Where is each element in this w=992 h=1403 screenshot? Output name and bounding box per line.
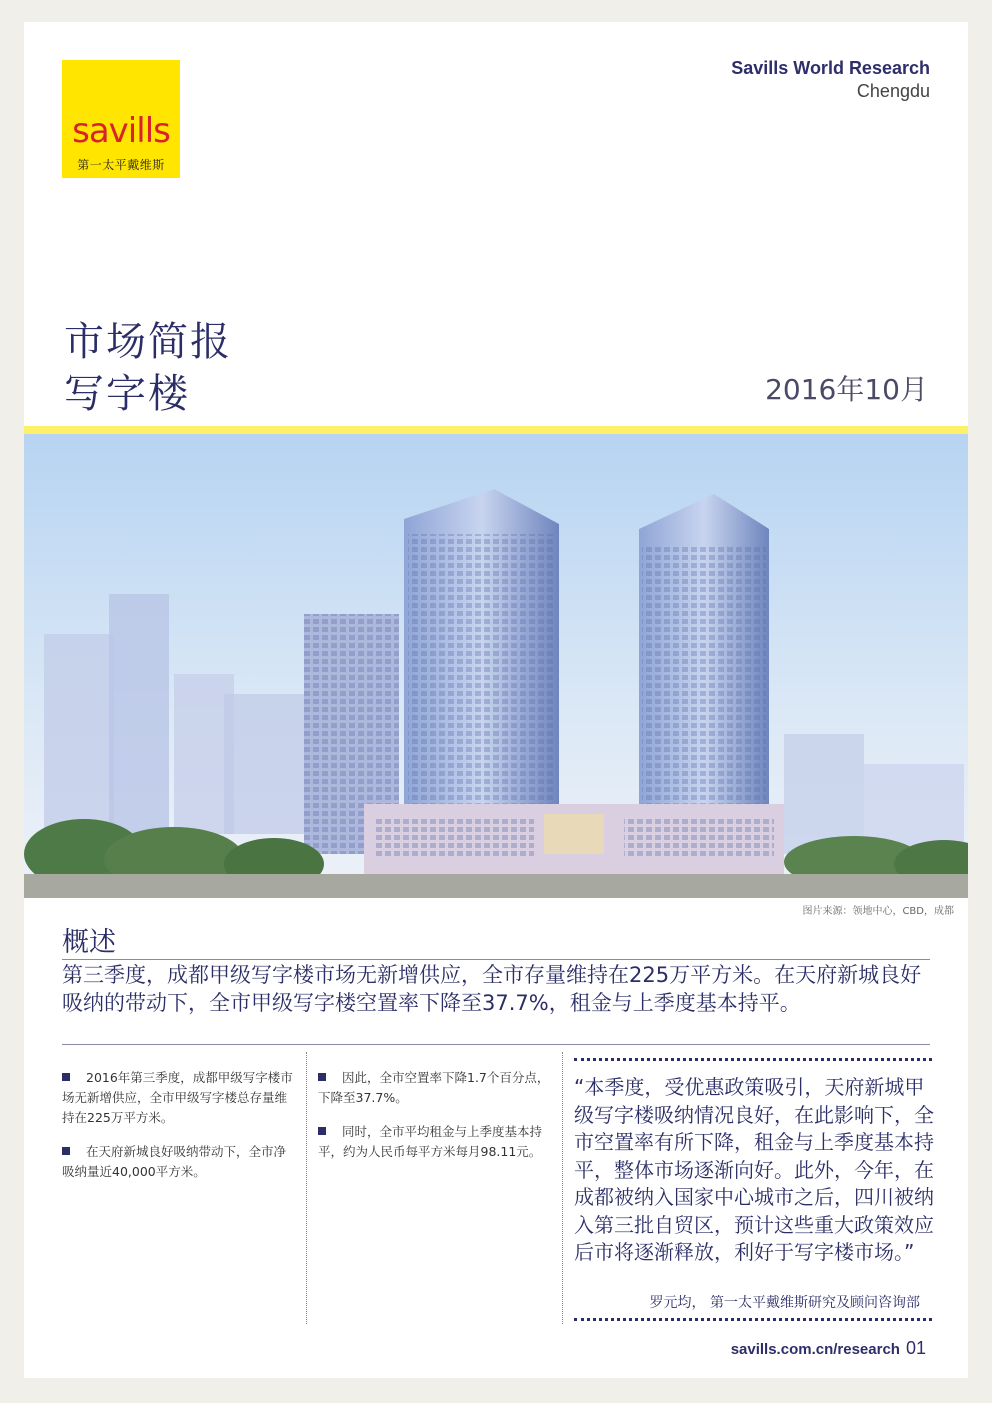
bullet-square-icon — [62, 1147, 70, 1155]
column-separator — [562, 1052, 563, 1324]
overview-heading: 概述 — [62, 927, 116, 958]
yellow-divider — [24, 426, 968, 434]
list-item: 因此，全市空置率下降1.7个百分点，下降至37.7%。 — [318, 1070, 550, 1105]
overview-top-rule — [62, 959, 930, 960]
research-url[interactable]: savills.com.cn/research — [730, 1341, 900, 1358]
quote-bottom-dots — [574, 1318, 932, 1321]
bullet-square-icon — [62, 1073, 70, 1081]
quote-top-dots — [574, 1058, 932, 1061]
page-number: 01 — [905, 1338, 926, 1358]
bullet-square-icon — [318, 1127, 326, 1135]
overview-bottom-rule — [62, 1044, 930, 1045]
list-item: 同时，全市平均租金与上季度基本持平，约为人民币每平方米每月98.11元。 — [318, 1124, 543, 1159]
overview-summary: 第三季度，成都甲级写字楼市场无新增供应，全市存量维持在225万平方米。在天府新城良好吸纳的带动下，全市甲级写字楼空置率下降至37.7%，租金与上季度基本持平。 — [62, 963, 922, 1015]
brand-city: Chengdu — [856, 81, 930, 101]
list-item: 在天府新城良好吸纳带动下，全市净吸纳量近40,000平方米。 — [62, 1144, 287, 1179]
report-subtitle: 写字楼 — [64, 371, 190, 417]
column-one — [62, 1068, 294, 1196]
brand-block — [731, 58, 930, 102]
twin-towers-illustration — [24, 434, 968, 898]
pull-quote: “本季度，受优惠政策吸引，天府新城甲级写字楼吸纳情况良好，在此影响下，全市空置率有所下降，租金与上季度基本持平，整体市场逐渐向好。此外，今年，在成都被纳入国家中心城市之后，四川被纳入第三批自贸区，预计这些重大政策效应后市将逐渐释放，利好于写字楼市场。” — [574, 1075, 934, 1264]
logo-subtitle: 第一太平戴维斯 — [77, 158, 165, 172]
brand-name: Savills World Research — [731, 58, 930, 78]
list-item: 2016年第三季度，成都甲级写字楼市场无新增供应，全市甲级写字楼总存量维持在225万平方米。 — [62, 1070, 293, 1125]
cover-photo — [24, 434, 968, 898]
report-page — [24, 22, 968, 1378]
column-separator — [306, 1052, 307, 1324]
savills-logo — [62, 60, 180, 178]
photo-caption: 图片来源：领地中心，CBD，成都 — [802, 906, 954, 917]
page-footer — [731, 1338, 926, 1359]
report-title: 市场简报 — [64, 319, 232, 365]
bullet-square-icon — [318, 1073, 326, 1081]
report-date: 2016年10月 — [765, 373, 928, 406]
logo-wordmark: savills — [72, 111, 170, 151]
column-two — [318, 1068, 550, 1176]
quote-author: 罗元均， 第一太平戴维斯研究及顾问咨询部 — [649, 1295, 920, 1311]
